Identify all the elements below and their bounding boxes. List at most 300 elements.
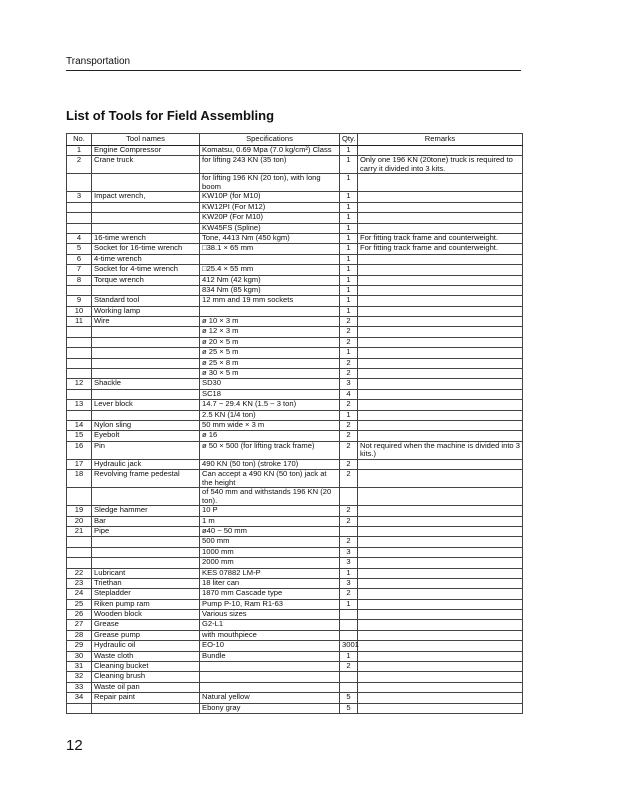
cell-remarks [358, 641, 523, 651]
cell-no [67, 327, 92, 337]
cell-specification: Bundle [200, 651, 340, 661]
cell-qty: 3 [340, 547, 358, 557]
cell-specification: for lifting 243 KN (35 ton) [200, 156, 340, 174]
cell-qty: 2 [340, 317, 358, 327]
cell-remarks: Only one 196 KN (20tone) truck is required to carry it divided into 3 kits. [358, 156, 523, 174]
cell-remarks [358, 285, 523, 295]
cell-remarks [358, 620, 523, 630]
cell-no: 30 [67, 651, 92, 661]
cell-qty: 1 [340, 265, 358, 275]
cell-tool-name: Cleaning bucket [92, 662, 200, 672]
cell-tool-name: Grease [92, 620, 200, 630]
cell-no [67, 213, 92, 223]
cell-specification: with mouthpiece [200, 630, 340, 640]
cell-specification: KW12PI (For M12) [200, 202, 340, 212]
cell-no: 6 [67, 254, 92, 264]
cell-remarks [358, 254, 523, 264]
table-row [67, 156, 523, 174]
table-row [67, 662, 523, 672]
table-row [67, 620, 523, 630]
table-row [67, 400, 523, 410]
table-row [67, 379, 523, 389]
cell-qty: 1 [340, 192, 358, 202]
cell-tool-name: Hydraulic jack [92, 459, 200, 469]
table-row [67, 306, 523, 316]
cell-qty: 1 [340, 410, 358, 420]
cell-tool-name [92, 285, 200, 295]
table-row [67, 285, 523, 295]
cell-no: 31 [67, 662, 92, 672]
cell-remarks [358, 400, 523, 410]
cell-tool-name [92, 558, 200, 568]
cell-no [67, 537, 92, 547]
cell-remarks [358, 693, 523, 703]
cell-tool-name [92, 703, 200, 713]
cell-qty: 2 [340, 662, 358, 672]
cell-no: 10 [67, 306, 92, 316]
cell-qty: 1 [340, 568, 358, 578]
table-row [67, 703, 523, 713]
table-row [67, 223, 523, 233]
cell-tool-name: Impact wrench, [92, 192, 200, 202]
table-row [67, 441, 523, 459]
cell-tool-name [92, 410, 200, 420]
column-header-no: No. [67, 134, 92, 146]
cell-no: 14 [67, 420, 92, 430]
cell-specification: 10 P [200, 506, 340, 516]
cell-specification: for lifting 196 KN (20 ton), with long boom [200, 174, 340, 192]
table-row [67, 146, 523, 156]
table-row [67, 682, 523, 692]
table-row [67, 470, 523, 488]
cell-tool-name: Socket for 4-time wrench [92, 265, 200, 275]
cell-no: 16 [67, 441, 92, 459]
cell-no [67, 348, 92, 358]
cell-remarks [358, 275, 523, 285]
cell-specification: ø 25 × 5 m [200, 348, 340, 358]
cell-specification: ø 16 [200, 431, 340, 441]
cell-qty: 2 [340, 459, 358, 469]
cell-tool-name: Working lamp [92, 306, 200, 316]
cell-remarks [358, 651, 523, 661]
table-row [67, 202, 523, 212]
cell-qty: 2 [340, 506, 358, 516]
cell-no: 7 [67, 265, 92, 275]
cell-specification: 2.5 KN (1/4 ton) [200, 410, 340, 420]
cell-tool-name: Hydraulic oil [92, 641, 200, 651]
cell-tool-name: Pipe [92, 526, 200, 536]
cell-tool-name: Waste oil pan [92, 682, 200, 692]
table-row [67, 558, 523, 568]
cell-no [67, 389, 92, 399]
table-row [67, 337, 523, 347]
cell-specification: ø 50 × 500 (for lifting track frame) [200, 441, 340, 459]
cell-specification: EO-10 [200, 641, 340, 651]
table-row [67, 693, 523, 703]
cell-no: 13 [67, 400, 92, 410]
table-row [67, 244, 523, 254]
cell-no: 2 [67, 156, 92, 174]
cell-specification: Komatsu, 0.69 Mpa (7.0 kg/cm²) Class [200, 146, 340, 156]
cell-specification: SD30 [200, 379, 340, 389]
cell-tool-name: Standard tool [92, 296, 200, 306]
cell-qty: 2 [340, 358, 358, 368]
cell-specification: ø 12 × 3 m [200, 327, 340, 337]
cell-no: 17 [67, 459, 92, 469]
cell-remarks [358, 369, 523, 379]
cell-no: 5 [67, 244, 92, 254]
cell-specification [200, 306, 340, 316]
table-row [67, 568, 523, 578]
cell-no: 22 [67, 568, 92, 578]
cell-remarks [358, 306, 523, 316]
table-row [67, 389, 523, 399]
cell-tool-name: Riken pump ram [92, 599, 200, 609]
cell-qty: 4 [340, 389, 358, 399]
cell-tool-name [92, 337, 200, 347]
cell-qty [340, 620, 358, 630]
cell-remarks [358, 703, 523, 713]
cell-tool-name: Socket for 16-time wrench [92, 244, 200, 254]
cell-tool-name: Revolving frame pedestal [92, 470, 200, 488]
table-row [67, 589, 523, 599]
cell-tool-name: Stepladder [92, 589, 200, 599]
page-title: List of Tools for Field Assembling [66, 108, 275, 123]
cell-no: 12 [67, 379, 92, 389]
cell-tool-name: Torque wrench [92, 275, 200, 285]
cell-no: 1 [67, 146, 92, 156]
table-row [67, 610, 523, 620]
cell-qty: 1 [340, 244, 358, 254]
cell-tool-name: Wooden block [92, 610, 200, 620]
cell-qty: 1 [340, 223, 358, 233]
cell-remarks [358, 599, 523, 609]
cell-qty: 3 [340, 379, 358, 389]
table-row [67, 506, 523, 516]
cell-remarks: For fitting track frame and counterweight. [358, 233, 523, 243]
cell-remarks [358, 213, 523, 223]
cell-remarks [358, 358, 523, 368]
cell-tool-name: Cleaning brush [92, 672, 200, 682]
table-row [67, 369, 523, 379]
cell-qty: 2 [340, 369, 358, 379]
cell-no: 29 [67, 641, 92, 651]
table-row [67, 265, 523, 275]
cell-specification: Tone, 4413 Nm (450 kgm) [200, 233, 340, 243]
cell-remarks [358, 488, 523, 506]
cell-qty: 2 [340, 441, 358, 459]
cell-remarks [358, 459, 523, 469]
cell-remarks [358, 431, 523, 441]
cell-tool-name [92, 358, 200, 368]
cell-qty: 1 [340, 174, 358, 192]
cell-specification [200, 672, 340, 682]
cell-qty: 1 [340, 156, 358, 174]
cell-qty: 1 [340, 275, 358, 285]
cell-qty: 1 [340, 599, 358, 609]
cell-qty: 1 [340, 146, 358, 156]
cell-qty: 1 [340, 651, 358, 661]
cell-tool-name [92, 547, 200, 557]
cell-specification [200, 682, 340, 692]
cell-tool-name: Crane truck [92, 156, 200, 174]
table-row [67, 174, 523, 192]
cell-qty: 1 [340, 254, 358, 264]
cell-specification: Natural yellow [200, 693, 340, 703]
cell-tool-name: Shackle [92, 379, 200, 389]
cell-remarks [358, 516, 523, 526]
cell-remarks [358, 192, 523, 202]
cell-specification: 412 Nm (42 kgm) [200, 275, 340, 285]
table-row [67, 213, 523, 223]
cell-qty: 2 [340, 420, 358, 430]
table-row [67, 459, 523, 469]
cell-qty: 2 [340, 400, 358, 410]
cell-qty: 2 [340, 327, 358, 337]
cell-qty [340, 682, 358, 692]
cell-qty [340, 630, 358, 640]
cell-tool-name [92, 369, 200, 379]
cell-specification: 12 mm and 19 mm sockets [200, 296, 340, 306]
cell-specification: of 540 mm and withstands 196 KN (20 ton). [200, 488, 340, 506]
cell-specification: 834 Nm (85 kgm) [200, 285, 340, 295]
cell-no: 33 [67, 682, 92, 692]
cell-no: 26 [67, 610, 92, 620]
cell-no [67, 202, 92, 212]
cell-specification [200, 662, 340, 672]
cell-remarks [358, 682, 523, 692]
cell-tool-name: Engine Compressor [92, 146, 200, 156]
cell-qty: 2 [340, 431, 358, 441]
cell-tool-name [92, 213, 200, 223]
table-row [67, 233, 523, 243]
cell-tool-name: Lubricant [92, 568, 200, 578]
cell-remarks [358, 420, 523, 430]
cell-remarks [358, 379, 523, 389]
cell-specification: KW10P (for M10) [200, 192, 340, 202]
cell-specification: Can accept a 490 KN (50 ton) jack at the height [200, 470, 340, 488]
cell-qty: 1 [340, 306, 358, 316]
cell-tool-name: Bar [92, 516, 200, 526]
cell-tool-name [92, 537, 200, 547]
cell-remarks [358, 348, 523, 358]
cell-remarks [358, 506, 523, 516]
cell-remarks [358, 202, 523, 212]
cell-no: 15 [67, 431, 92, 441]
cell-qty: 1 [340, 296, 358, 306]
cell-tool-name: Waste cloth [92, 651, 200, 661]
cell-no: 4 [67, 233, 92, 243]
cell-no [67, 358, 92, 368]
cell-remarks [358, 146, 523, 156]
cell-remarks [358, 672, 523, 682]
cell-qty [340, 526, 358, 536]
table-row [67, 488, 523, 506]
cell-tool-name: Triethan [92, 578, 200, 588]
table-row [67, 547, 523, 557]
cell-remarks [358, 223, 523, 233]
cell-specification: Ebony gray [200, 703, 340, 713]
cell-remarks [358, 389, 523, 399]
cell-tool-name: Eyebolt [92, 431, 200, 441]
cell-specification: 1000 mm [200, 547, 340, 557]
cell-qty: 3001 [340, 641, 358, 651]
cell-specification: 1870 mm Cascade type [200, 589, 340, 599]
cell-specification: 50 mm wide × 3 m [200, 420, 340, 430]
cell-tool-name: Repair paint [92, 693, 200, 703]
cell-tool-name [92, 327, 200, 337]
cell-specification: 14.7 ~ 29.4 KN (1.5 ~ 3 ton) [200, 400, 340, 410]
cell-specification: ø 30 × 5 m [200, 369, 340, 379]
cell-remarks [358, 568, 523, 578]
cell-remarks [358, 327, 523, 337]
cell-specification: 500 mm [200, 537, 340, 547]
cell-remarks [358, 578, 523, 588]
cell-specification: □38.1 × 65 mm [200, 244, 340, 254]
cell-no [67, 223, 92, 233]
cell-tool-name: 4-time wrench [92, 254, 200, 264]
cell-remarks [358, 296, 523, 306]
cell-qty: 5 [340, 703, 358, 713]
cell-tool-name [92, 223, 200, 233]
cell-remarks [358, 589, 523, 599]
cell-specification: 18 liter can [200, 578, 340, 588]
cell-specification: ø 20 × 5 m [200, 337, 340, 347]
cell-remarks [358, 265, 523, 275]
cell-no: 19 [67, 506, 92, 516]
cell-qty: 3 [340, 578, 358, 588]
cell-no: 3 [67, 192, 92, 202]
cell-no: 21 [67, 526, 92, 536]
cell-qty: 2 [340, 537, 358, 547]
cell-remarks [358, 547, 523, 557]
table-row [67, 420, 523, 430]
cell-tool-name: 16-time wrench [92, 233, 200, 243]
cell-remarks [358, 526, 523, 536]
cell-qty: 2 [340, 337, 358, 347]
cell-remarks [358, 662, 523, 672]
cell-no [67, 558, 92, 568]
cell-tool-name: Wire [92, 317, 200, 327]
cell-remarks [358, 174, 523, 192]
cell-qty [340, 610, 358, 620]
cell-specification: 1 m [200, 516, 340, 526]
cell-specification: KES 07882 LM-P [200, 568, 340, 578]
cell-tool-name [92, 488, 200, 506]
table-row [67, 672, 523, 682]
table-row [67, 410, 523, 420]
table-row [67, 431, 523, 441]
cell-specification: G2-L1 [200, 620, 340, 630]
cell-tool-name [92, 174, 200, 192]
cell-specification [200, 254, 340, 264]
cell-specification: Pump P-10, Ram R1-63 [200, 599, 340, 609]
table-row [67, 651, 523, 661]
column-header-tool-names: Tool names [92, 134, 200, 146]
cell-no [67, 285, 92, 295]
cell-specification: SC18 [200, 389, 340, 399]
cell-no: 25 [67, 599, 92, 609]
cell-no [67, 174, 92, 192]
cell-no [67, 337, 92, 347]
table-row [67, 578, 523, 588]
cell-qty: 5 [340, 693, 358, 703]
cell-specification: ø 10 × 3 m [200, 317, 340, 327]
cell-qty: 1 [340, 285, 358, 295]
cell-remarks: Not required when the machine is divided into 3 kits.) [358, 441, 523, 459]
column-header-remarks: Remarks [358, 134, 523, 146]
cell-no: 34 [67, 693, 92, 703]
table-row [67, 275, 523, 285]
cell-qty [340, 488, 358, 506]
cell-specification: KW45FS (Spline) [200, 223, 340, 233]
cell-tool-name [92, 202, 200, 212]
page-number: 12 [66, 737, 83, 754]
cell-specification: □25.4 × 55 mm [200, 265, 340, 275]
cell-no: 32 [67, 672, 92, 682]
cell-no [67, 410, 92, 420]
cell-remarks [358, 630, 523, 640]
cell-no [67, 369, 92, 379]
cell-no: 9 [67, 296, 92, 306]
cell-tool-name: Sledge hammer [92, 506, 200, 516]
table-row [67, 254, 523, 264]
cell-no: 8 [67, 275, 92, 285]
cell-specification: 490 KN (50 ton) (stroke 170) [200, 459, 340, 469]
cell-no [67, 547, 92, 557]
cell-specification: Various sizes [200, 610, 340, 620]
cell-tool-name [92, 389, 200, 399]
cell-no [67, 488, 92, 506]
section-header: Transportation [66, 56, 131, 67]
cell-remarks [358, 537, 523, 547]
cell-specification: KW20P (For M10) [200, 213, 340, 223]
table-row [67, 516, 523, 526]
cell-tool-name: Lever block [92, 400, 200, 410]
cell-qty: 1 [340, 213, 358, 223]
cell-no: 28 [67, 630, 92, 640]
table-row [67, 641, 523, 651]
cell-qty [340, 672, 358, 682]
cell-remarks [358, 610, 523, 620]
cell-remarks [358, 470, 523, 488]
cell-tool-name: Nylon sling [92, 420, 200, 430]
column-header-qty: Qty. [340, 134, 358, 146]
cell-no [67, 703, 92, 713]
cell-no: 27 [67, 620, 92, 630]
cell-qty: 2 [340, 589, 358, 599]
cell-qty: 2 [340, 470, 358, 488]
header-divider [66, 70, 521, 71]
cell-tool-name: Pin [92, 441, 200, 459]
cell-no: 20 [67, 516, 92, 526]
table-row [67, 327, 523, 337]
cell-qty: 1 [340, 202, 358, 212]
cell-no: 18 [67, 470, 92, 488]
table-row [67, 630, 523, 640]
cell-specification: ø 25 × 8 m [200, 358, 340, 368]
cell-remarks [358, 317, 523, 327]
cell-no: 24 [67, 589, 92, 599]
table-row [67, 526, 523, 536]
cell-no: 11 [67, 317, 92, 327]
cell-remarks [358, 410, 523, 420]
table-row [67, 537, 523, 547]
cell-specification: 2000 mm [200, 558, 340, 568]
table-row [67, 192, 523, 202]
table-row [67, 296, 523, 306]
cell-tool-name [92, 348, 200, 358]
